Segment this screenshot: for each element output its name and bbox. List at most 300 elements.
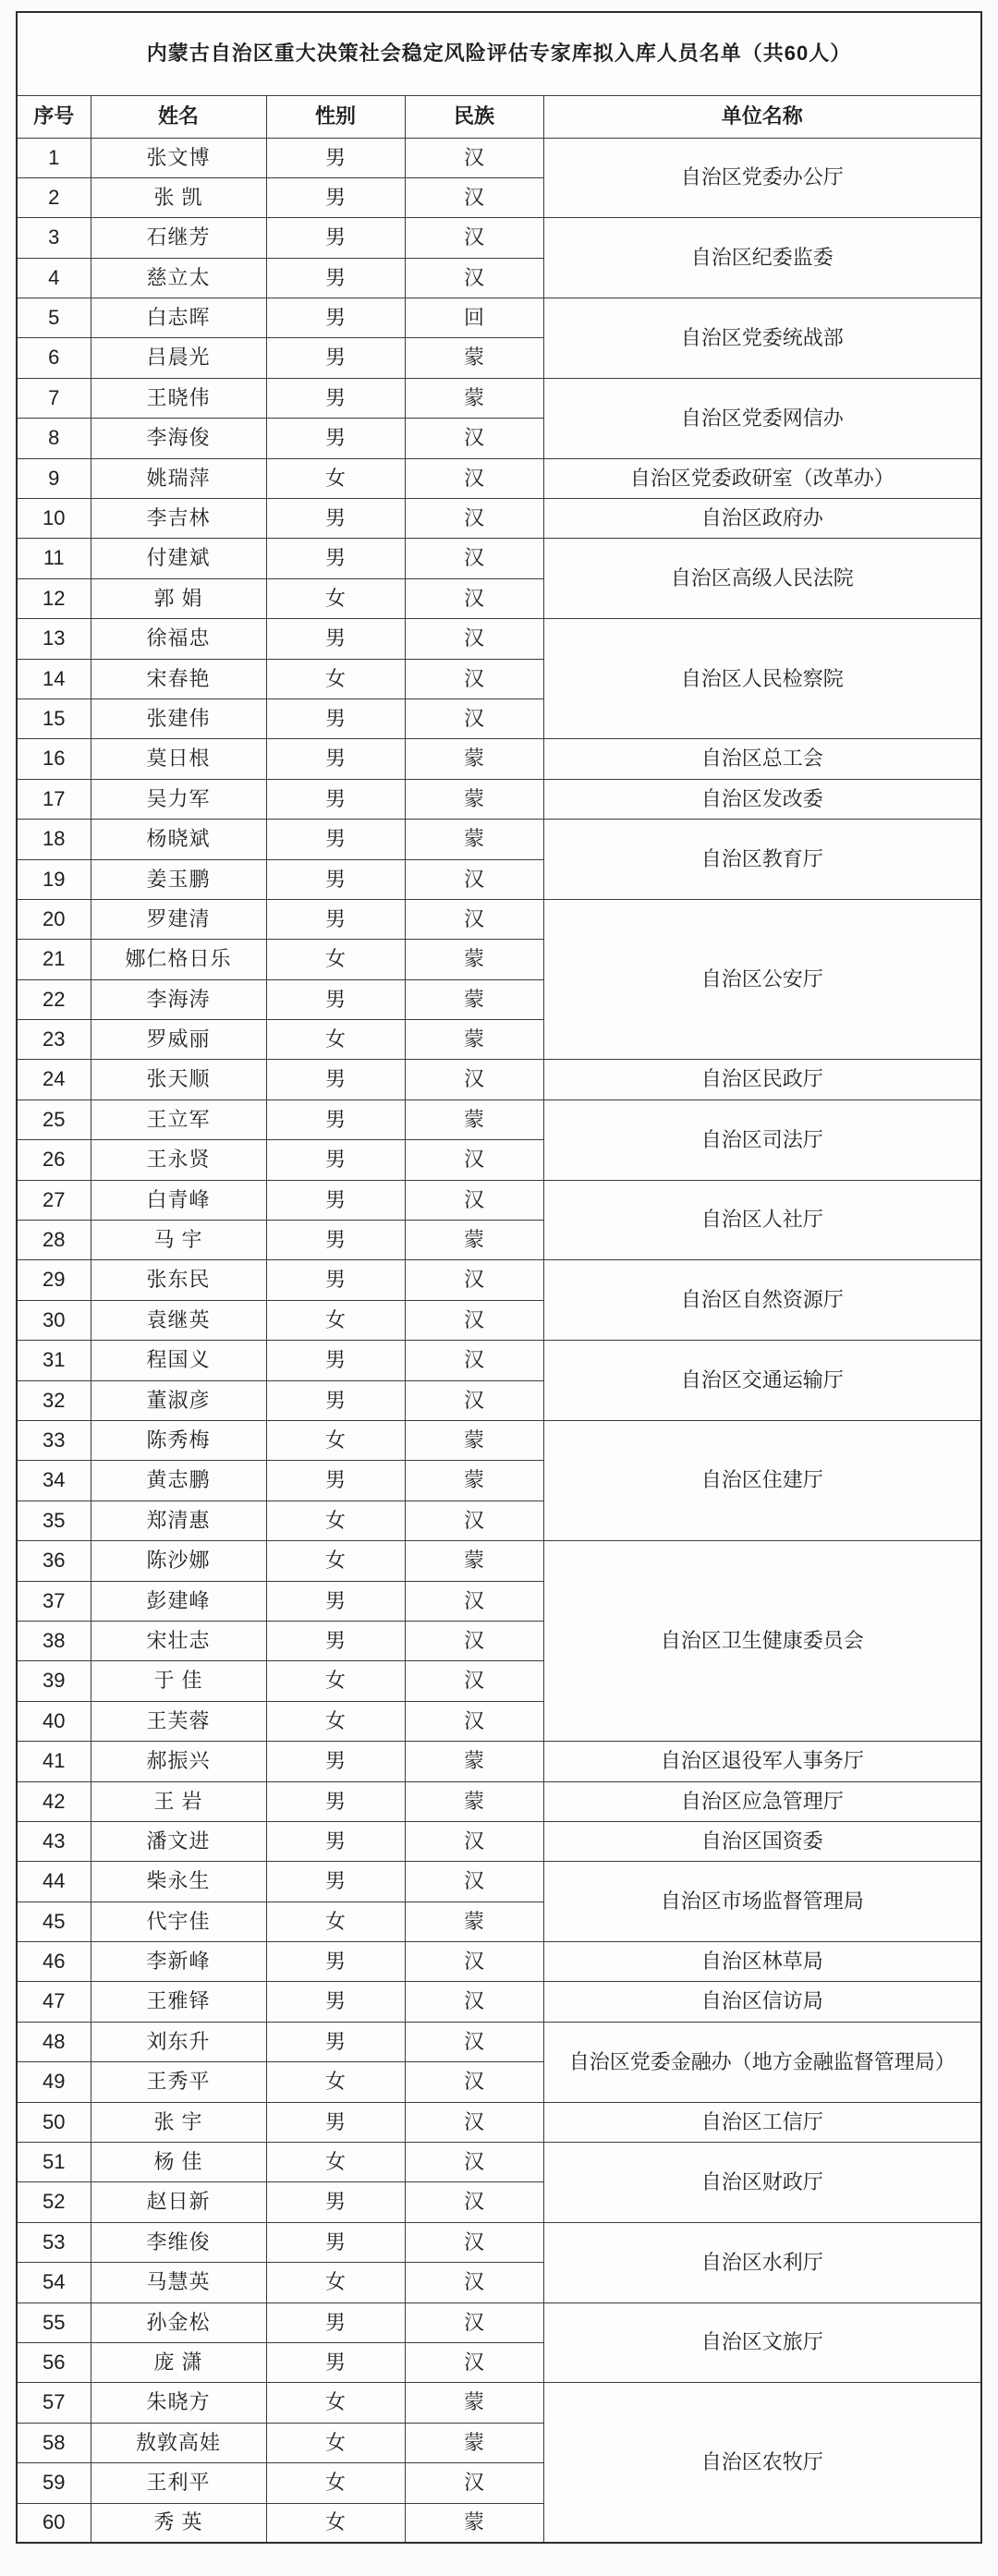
cell-name: 郭 娟 — [91, 578, 266, 618]
cell-name: 宋春艳 — [91, 659, 266, 699]
cell-name: 慈立太 — [91, 258, 266, 298]
cell-ethnicity: 蒙 — [405, 820, 543, 859]
cell-gender: 女 — [266, 1902, 405, 1941]
cell-ethnicity: 汉 — [405, 458, 543, 498]
table-row — [17, 1421, 981, 1461]
cell-gender: 男 — [266, 499, 405, 539]
cell-ethnicity: 汉 — [405, 1982, 543, 2022]
cell-ethnicity: 蒙 — [405, 378, 543, 418]
cell-ethnicity: 蒙 — [405, 338, 543, 378]
cell-gender: 男 — [266, 2182, 405, 2222]
cell-unit: 自治区民政厅 — [543, 1060, 981, 1100]
cell-gender: 女 — [266, 940, 405, 979]
cell-unit: 自治区水利厅 — [543, 2222, 981, 2303]
cell-name: 张天顺 — [91, 1060, 266, 1100]
cell-name: 赵日新 — [91, 2182, 266, 2222]
cell-unit: 自治区政府办 — [543, 499, 981, 539]
cell-no: 42 — [17, 1781, 91, 1821]
cell-name: 马 宇 — [91, 1221, 266, 1260]
cell-ethnicity: 蒙 — [405, 979, 543, 1019]
cell-no: 27 — [17, 1180, 91, 1220]
cell-gender: 男 — [266, 699, 405, 738]
cell-name: 吕晨光 — [91, 338, 266, 378]
table-row — [17, 779, 981, 819]
cell-name: 张建伟 — [91, 699, 266, 738]
cell-no: 13 — [17, 619, 91, 659]
cell-unit: 自治区纪委监委 — [543, 218, 981, 298]
cell-name: 程国义 — [91, 1341, 266, 1380]
cell-name: 莫日根 — [91, 739, 266, 779]
cell-name: 罗建清 — [91, 899, 266, 939]
cell-gender: 男 — [266, 1621, 405, 1660]
cell-name: 柴永生 — [91, 1862, 266, 1902]
table-row — [17, 2143, 981, 2182]
cell-name: 袁继英 — [91, 1300, 266, 1340]
cell-no: 37 — [17, 1581, 91, 1621]
cell-name: 刘东升 — [91, 2022, 266, 2061]
cell-name: 孙金松 — [91, 2303, 266, 2342]
cell-gender: 男 — [266, 1140, 405, 1180]
table-row — [17, 1821, 981, 1861]
cell-gender: 男 — [266, 1221, 405, 1260]
cell-ethnicity: 汉 — [405, 419, 543, 458]
cell-no: 15 — [17, 699, 91, 738]
cell-no: 33 — [17, 1421, 91, 1461]
title-row — [17, 12, 981, 95]
table-row — [17, 458, 981, 498]
cell-no: 11 — [17, 539, 91, 578]
cell-ethnicity: 蒙 — [405, 2503, 543, 2543]
cell-no: 28 — [17, 1221, 91, 1260]
cell-gender: 男 — [266, 298, 405, 338]
cell-ethnicity: 汉 — [405, 578, 543, 618]
cell-gender: 男 — [266, 1100, 405, 1139]
cell-ethnicity: 汉 — [405, 177, 543, 217]
table-row — [17, 2102, 981, 2142]
cell-unit: 自治区党委统战部 — [543, 298, 981, 379]
cell-ethnicity: 汉 — [405, 1180, 543, 1220]
cell-no: 1 — [17, 138, 91, 177]
cell-gender: 女 — [266, 1421, 405, 1461]
cell-unit: 自治区自然资源厅 — [543, 1260, 981, 1341]
table-row — [17, 1180, 981, 1220]
cell-no: 17 — [17, 779, 91, 819]
cell-gender: 男 — [266, 739, 405, 779]
cell-ethnicity: 汉 — [405, 1942, 543, 1982]
cell-gender: 男 — [266, 1982, 405, 2022]
cell-no: 46 — [17, 1942, 91, 1982]
cell-no: 16 — [17, 739, 91, 779]
table-row — [17, 1982, 981, 2022]
table-row — [17, 1060, 981, 1100]
cell-ethnicity: 汉 — [405, 2463, 543, 2503]
cell-gender: 女 — [266, 1020, 405, 1060]
cell-name: 张文博 — [91, 138, 266, 177]
cell-no: 58 — [17, 2423, 91, 2462]
cell-unit: 自治区信访局 — [543, 1982, 981, 2022]
cell-name: 李海俊 — [91, 419, 266, 458]
cell-unit: 自治区应急管理厅 — [543, 1781, 981, 1821]
cell-gender: 男 — [266, 1742, 405, 1781]
cell-ethnicity: 汉 — [405, 1661, 543, 1701]
table-row — [17, 899, 981, 939]
cell-no: 55 — [17, 2303, 91, 2342]
cell-name: 王 岩 — [91, 1781, 266, 1821]
cell-gender: 男 — [266, 218, 405, 258]
cell-no: 9 — [17, 458, 91, 498]
cell-ethnicity: 汉 — [405, 859, 543, 899]
cell-unit: 自治区人民检察院 — [543, 619, 981, 739]
cell-ethnicity: 汉 — [405, 2102, 543, 2142]
cell-gender: 男 — [266, 177, 405, 217]
cell-gender: 女 — [266, 2423, 405, 2462]
cell-ethnicity: 汉 — [405, 499, 543, 539]
cell-ethnicity: 汉 — [405, 258, 543, 298]
cell-name: 董淑彦 — [91, 1380, 266, 1420]
cell-unit: 自治区工信厅 — [543, 2102, 981, 2142]
cell-name: 李吉林 — [91, 499, 266, 539]
cell-ethnicity: 汉 — [405, 2143, 543, 2182]
cell-name: 徐福忠 — [91, 619, 266, 659]
cell-name: 付建斌 — [91, 539, 266, 578]
table-row — [17, 1942, 981, 1982]
cell-unit: 自治区市场监督管理局 — [543, 1862, 981, 1942]
cell-ethnicity: 蒙 — [405, 1902, 543, 1941]
cell-ethnicity: 汉 — [405, 2303, 543, 2342]
cell-no: 48 — [17, 2022, 91, 2061]
table-row — [17, 739, 981, 779]
cell-unit: 自治区农牧厅 — [543, 2383, 981, 2544]
cell-no: 5 — [17, 298, 91, 338]
cell-name: 姜玉鹏 — [91, 859, 266, 899]
table-row — [17, 1541, 981, 1581]
cell-no: 25 — [17, 1100, 91, 1139]
cell-name: 潘文进 — [91, 1821, 266, 1861]
cell-unit: 自治区住建厅 — [543, 1421, 981, 1541]
cell-unit: 自治区党委金融办（地方金融监督管理局） — [543, 2022, 981, 2102]
cell-no: 20 — [17, 899, 91, 939]
cell-ethnicity: 汉 — [405, 699, 543, 738]
cell-gender: 男 — [266, 899, 405, 939]
cell-gender: 男 — [266, 2303, 405, 2342]
cell-name: 陈秀梅 — [91, 1421, 266, 1461]
cell-no: 56 — [17, 2342, 91, 2382]
cell-ethnicity: 汉 — [405, 1300, 543, 1340]
cell-no: 22 — [17, 979, 91, 1019]
cell-ethnicity: 汉 — [405, 1260, 543, 1300]
cell-name: 陈沙娜 — [91, 1541, 266, 1581]
cell-no: 36 — [17, 1541, 91, 1581]
cell-gender: 女 — [266, 1501, 405, 1540]
cell-gender: 男 — [266, 1581, 405, 1621]
cell-unit: 自治区人社厅 — [543, 1180, 981, 1260]
cell-no: 47 — [17, 1982, 91, 2022]
cell-gender: 男 — [266, 2222, 405, 2262]
cell-name: 郝振兴 — [91, 1742, 266, 1781]
cell-no: 23 — [17, 1020, 91, 1060]
cell-name: 王晓伟 — [91, 378, 266, 418]
table-row — [17, 2303, 981, 2342]
cell-gender: 男 — [266, 1260, 405, 1300]
table-row — [17, 2222, 981, 2262]
cell-no: 41 — [17, 1742, 91, 1781]
cell-name: 王永贤 — [91, 1140, 266, 1180]
cell-no: 35 — [17, 1501, 91, 1540]
cell-gender: 男 — [266, 1380, 405, 1420]
cell-ethnicity: 蒙 — [405, 940, 543, 979]
cell-name: 郑清惠 — [91, 1501, 266, 1540]
cell-no: 54 — [17, 2263, 91, 2303]
cell-ethnicity: 汉 — [405, 1140, 543, 1180]
cell-ethnicity: 汉 — [405, 899, 543, 939]
cell-gender: 男 — [266, 419, 405, 458]
cell-no: 18 — [17, 820, 91, 859]
table-row — [17, 820, 981, 859]
cell-ethnicity: 汉 — [405, 138, 543, 177]
cell-ethnicity: 回 — [405, 298, 543, 338]
cell-no: 26 — [17, 1140, 91, 1180]
cell-name: 秀 英 — [91, 2503, 266, 2543]
cell-unit: 自治区党委网信办 — [543, 378, 981, 458]
cell-gender: 男 — [266, 1341, 405, 1380]
cell-unit: 自治区林草局 — [543, 1942, 981, 1982]
cell-ethnicity: 汉 — [405, 1341, 543, 1380]
cell-ethnicity: 汉 — [405, 539, 543, 578]
cell-unit: 自治区财政厅 — [543, 2143, 981, 2223]
cell-no: 6 — [17, 338, 91, 378]
cell-gender: 男 — [266, 539, 405, 578]
cell-ethnicity: 蒙 — [405, 1781, 543, 1821]
cell-no: 12 — [17, 578, 91, 618]
cell-no: 30 — [17, 1300, 91, 1340]
table-row — [17, 2383, 981, 2423]
cell-no: 31 — [17, 1341, 91, 1380]
page-title: 内蒙古自治区重大决策社会稳定风险评估专家库拟入库人员名单（共60人） — [17, 12, 981, 95]
cell-gender: 女 — [266, 2062, 405, 2102]
cell-no: 43 — [17, 1821, 91, 1861]
cell-unit: 自治区交通运输厅 — [543, 1341, 981, 1421]
cell-ethnicity: 蒙 — [405, 779, 543, 819]
cell-name: 杨晓斌 — [91, 820, 266, 859]
cell-name: 黄志鹏 — [91, 1461, 266, 1501]
cell-gender: 男 — [266, 820, 405, 859]
cell-unit: 自治区发改委 — [543, 779, 981, 819]
cell-no: 14 — [17, 659, 91, 699]
cell-name: 王立军 — [91, 1100, 266, 1139]
cell-gender: 女 — [266, 2503, 405, 2543]
cell-name: 庞 潇 — [91, 2342, 266, 2382]
cell-gender: 女 — [266, 578, 405, 618]
cell-no: 59 — [17, 2463, 91, 2503]
cell-gender: 男 — [266, 378, 405, 418]
cell-ethnicity: 蒙 — [405, 1742, 543, 1781]
cell-no: 3 — [17, 218, 91, 258]
table-row — [17, 1862, 981, 1902]
table-row — [17, 499, 981, 539]
cell-no: 39 — [17, 1661, 91, 1701]
cell-gender: 男 — [266, 1781, 405, 1821]
cell-name: 王芙蓉 — [91, 1701, 266, 1741]
cell-no: 45 — [17, 1902, 91, 1941]
cell-gender: 男 — [266, 1180, 405, 1220]
cell-gender: 女 — [266, 458, 405, 498]
cell-gender: 男 — [266, 1461, 405, 1501]
cell-name: 娜仁格日乐 — [91, 940, 266, 979]
table-row — [17, 1260, 981, 1300]
table-row — [17, 218, 981, 258]
cell-ethnicity: 汉 — [405, 1581, 543, 1621]
cell-gender: 男 — [266, 2342, 405, 2382]
cell-ethnicity: 汉 — [405, 2263, 543, 2303]
table-row — [17, 2022, 981, 2061]
cell-name: 张东民 — [91, 1260, 266, 1300]
cell-no: 32 — [17, 1380, 91, 1420]
cell-name: 罗威丽 — [91, 1020, 266, 1060]
cell-name: 彭建峰 — [91, 1581, 266, 1621]
table-row — [17, 1341, 981, 1380]
cell-name: 石继芳 — [91, 218, 266, 258]
cell-no: 4 — [17, 258, 91, 298]
cell-gender: 男 — [266, 2022, 405, 2061]
cell-ethnicity: 蒙 — [405, 1421, 543, 1461]
personnel-roster-table — [16, 11, 982, 2544]
cell-ethnicity: 汉 — [405, 659, 543, 699]
table-row — [17, 1781, 981, 1821]
cell-ethnicity: 蒙 — [405, 1541, 543, 1581]
cell-name: 吴力军 — [91, 779, 266, 819]
cell-ethnicity: 汉 — [405, 2182, 543, 2222]
cell-name: 王利平 — [91, 2463, 266, 2503]
cell-ethnicity: 汉 — [405, 1380, 543, 1420]
cell-unit: 自治区公安厅 — [543, 899, 981, 1060]
table-row — [17, 298, 981, 338]
cell-name: 王秀平 — [91, 2062, 266, 2102]
table-row — [17, 539, 981, 578]
cell-gender: 男 — [266, 979, 405, 1019]
cell-name: 于 佳 — [91, 1661, 266, 1701]
cell-ethnicity: 蒙 — [405, 2423, 543, 2462]
cell-name: 王雅铎 — [91, 1982, 266, 2022]
table-row — [17, 1100, 981, 1139]
cell-ethnicity: 汉 — [405, 1501, 543, 1540]
cell-no: 21 — [17, 940, 91, 979]
cell-gender: 男 — [266, 859, 405, 899]
cell-ethnicity: 蒙 — [405, 1100, 543, 1139]
cell-ethnicity: 蒙 — [405, 1461, 543, 1501]
column-header-3: 民族 — [405, 95, 543, 138]
cell-name: 姚瑞萍 — [91, 458, 266, 498]
cell-name: 李维俊 — [91, 2222, 266, 2262]
cell-name: 张 凯 — [91, 177, 266, 217]
cell-ethnicity: 汉 — [405, 2022, 543, 2061]
cell-ethnicity: 汉 — [405, 2222, 543, 2262]
cell-unit: 自治区教育厅 — [543, 820, 981, 900]
cell-ethnicity: 汉 — [405, 2062, 543, 2102]
cell-gender: 男 — [266, 338, 405, 378]
cell-ethnicity: 蒙 — [405, 1020, 543, 1060]
cell-gender: 女 — [266, 1661, 405, 1701]
column-header-0: 序号 — [17, 95, 91, 138]
cell-no: 60 — [17, 2503, 91, 2543]
cell-gender: 女 — [266, 1701, 405, 1741]
cell-gender: 男 — [266, 619, 405, 659]
cell-unit: 自治区文旅厅 — [543, 2303, 981, 2383]
cell-ethnicity: 汉 — [405, 619, 543, 659]
cell-name: 白志晖 — [91, 298, 266, 338]
cell-name: 代宇佳 — [91, 1902, 266, 1941]
cell-gender: 男 — [266, 1862, 405, 1902]
cell-no: 53 — [17, 2222, 91, 2262]
table-row — [17, 1742, 981, 1781]
cell-gender: 女 — [266, 659, 405, 699]
cell-name: 朱晓方 — [91, 2383, 266, 2423]
column-header-4: 单位名称 — [543, 95, 981, 138]
cell-no: 52 — [17, 2182, 91, 2222]
cell-gender: 男 — [266, 258, 405, 298]
cell-name: 马慧英 — [91, 2263, 266, 2303]
table-row — [17, 619, 981, 659]
cell-unit: 自治区国资委 — [543, 1821, 981, 1861]
cell-no: 24 — [17, 1060, 91, 1100]
cell-gender: 女 — [266, 2463, 405, 2503]
cell-gender: 女 — [266, 1541, 405, 1581]
cell-ethnicity: 蒙 — [405, 739, 543, 779]
cell-name: 杨 佳 — [91, 2143, 266, 2182]
cell-gender: 女 — [266, 2383, 405, 2423]
table-header-row — [17, 95, 981, 138]
cell-name: 张 宇 — [91, 2102, 266, 2142]
cell-ethnicity: 汉 — [405, 1862, 543, 1902]
cell-gender: 男 — [266, 1060, 405, 1100]
cell-unit: 自治区高级人民法院 — [543, 539, 981, 619]
cell-no: 7 — [17, 378, 91, 418]
column-header-2: 性别 — [266, 95, 405, 138]
cell-no: 50 — [17, 2102, 91, 2142]
cell-no: 57 — [17, 2383, 91, 2423]
cell-no: 34 — [17, 1461, 91, 1501]
cell-ethnicity: 蒙 — [405, 1221, 543, 1260]
table-row — [17, 378, 981, 418]
table-row — [17, 138, 981, 177]
cell-no: 38 — [17, 1621, 91, 1660]
cell-unit: 自治区司法厅 — [543, 1100, 981, 1180]
cell-gender: 女 — [266, 2143, 405, 2182]
cell-ethnicity: 汉 — [405, 218, 543, 258]
cell-no: 2 — [17, 177, 91, 217]
cell-unit: 自治区退役军人事务厅 — [543, 1742, 981, 1781]
cell-no: 44 — [17, 1862, 91, 1902]
cell-gender: 男 — [266, 138, 405, 177]
cell-no: 29 — [17, 1260, 91, 1300]
cell-ethnicity: 汉 — [405, 1701, 543, 1741]
cell-ethnicity: 汉 — [405, 2342, 543, 2382]
cell-unit: 自治区卫生健康委员会 — [543, 1541, 981, 1742]
cell-gender: 女 — [266, 2263, 405, 2303]
cell-name: 白青峰 — [91, 1180, 266, 1220]
cell-unit: 自治区党委办公厅 — [543, 138, 981, 218]
cell-gender: 男 — [266, 779, 405, 819]
cell-name: 李海涛 — [91, 979, 266, 1019]
cell-no: 10 — [17, 499, 91, 539]
column-header-1: 姓名 — [91, 95, 266, 138]
cell-ethnicity: 汉 — [405, 1060, 543, 1100]
cell-name: 宋壮志 — [91, 1621, 266, 1660]
cell-no: 8 — [17, 419, 91, 458]
cell-unit: 自治区党委政研室（改革办） — [543, 458, 981, 498]
cell-no: 49 — [17, 2062, 91, 2102]
cell-no: 40 — [17, 1701, 91, 1741]
cell-ethnicity: 汉 — [405, 1821, 543, 1861]
